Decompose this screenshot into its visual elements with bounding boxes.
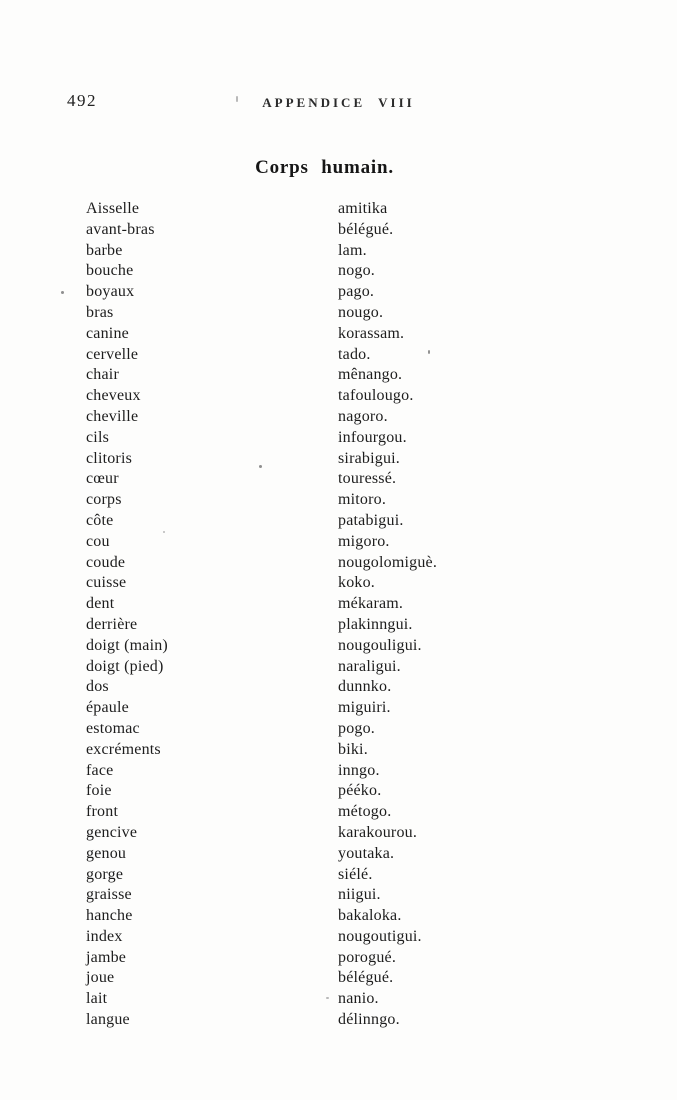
translation-term: youtaka. <box>338 844 395 862</box>
translation-term: mênango. <box>338 366 403 384</box>
french-term: dos <box>86 678 109 696</box>
table-row <box>0 511 677 532</box>
french-term: face <box>86 761 114 779</box>
table-row <box>0 407 677 428</box>
french-term: cuisse <box>86 574 127 592</box>
page-number: 492 <box>67 91 97 110</box>
french-term: boyaux <box>86 283 135 301</box>
translation-term: nagoro. <box>338 407 388 425</box>
table-row <box>0 740 677 761</box>
french-term: lait <box>86 990 108 1008</box>
translation-term: dunnko. <box>338 678 392 696</box>
translation-term: nougolomiguè. <box>338 553 438 571</box>
french-term: chair <box>86 366 119 384</box>
table-row <box>0 698 677 719</box>
french-term: bouche <box>86 262 134 280</box>
french-term: cheville <box>86 407 139 425</box>
translation-term: inngo. <box>338 761 380 779</box>
translation-term: miguiri. <box>338 699 391 717</box>
scan-speck <box>326 997 329 999</box>
table-row <box>0 324 677 345</box>
translation-term: pogo. <box>338 719 375 737</box>
french-term: joue <box>86 969 115 987</box>
scan-speck <box>259 465 262 468</box>
translation-term: karakourou. <box>338 823 418 841</box>
table-row <box>0 989 677 1010</box>
french-term: index <box>86 927 123 945</box>
french-term: clitoris <box>86 449 133 467</box>
french-term: front <box>86 803 119 821</box>
french-term: doigt (main) <box>86 636 168 654</box>
scan-speck <box>428 350 430 354</box>
translation-term: délinngo. <box>338 1011 400 1029</box>
french-term: langue <box>86 1011 130 1029</box>
french-term: avant-bras <box>86 220 155 238</box>
translation-term: niigui. <box>338 886 381 904</box>
table-row <box>0 885 677 906</box>
translation-term: nanio. <box>338 990 379 1008</box>
vocabulary-list <box>0 199 677 1031</box>
french-term: estomac <box>86 719 140 737</box>
table-row <box>0 241 677 262</box>
table-row <box>0 469 677 490</box>
translation-term: bélégué. <box>338 220 394 238</box>
table-row <box>0 636 677 657</box>
table-row <box>0 282 677 303</box>
french-term: dent <box>86 595 115 613</box>
table-row <box>0 719 677 740</box>
table-row <box>0 365 677 386</box>
table-row <box>0 657 677 678</box>
table-row <box>0 449 677 470</box>
table-row <box>0 823 677 844</box>
translation-term: mitoro. <box>338 491 387 509</box>
translation-term: nougoutigui. <box>338 927 422 945</box>
translation-term: tado. <box>338 345 371 363</box>
french-term: excréments <box>86 740 161 758</box>
french-term: hanche <box>86 907 133 925</box>
french-term: cœur <box>86 470 119 488</box>
translation-term: patabigui. <box>338 511 404 529</box>
french-term: bras <box>86 303 114 321</box>
french-term: genou <box>86 844 127 862</box>
table-row <box>0 927 677 948</box>
translation-term: nougouligui. <box>338 636 422 654</box>
running-header: APPENDICE VIII <box>262 95 415 110</box>
table-row <box>0 553 677 574</box>
table-row <box>0 615 677 636</box>
section-title: Corps humain. <box>255 157 394 178</box>
translation-term: korassam. <box>338 324 405 342</box>
translation-term: plakinngui. <box>338 615 413 633</box>
translation-term: siélé. <box>338 865 373 883</box>
translation-term: métogo. <box>338 803 392 821</box>
translation-term: mékaram. <box>338 595 404 613</box>
table-row <box>0 261 677 282</box>
french-term: gorge <box>86 865 124 883</box>
table-row <box>0 781 677 802</box>
scan-speck <box>61 291 64 294</box>
table-row <box>0 573 677 594</box>
translation-term: infourgou. <box>338 428 407 446</box>
table-row <box>0 677 677 698</box>
scan-speck <box>236 96 238 102</box>
table-row <box>0 948 677 969</box>
table-row <box>0 199 677 220</box>
translation-term: nogo. <box>338 262 375 280</box>
french-term: cils <box>86 428 110 446</box>
translation-term: porogué. <box>338 948 397 966</box>
french-term: graisse <box>86 886 132 904</box>
table-row <box>0 844 677 865</box>
french-term: côte <box>86 511 114 529</box>
table-row <box>0 865 677 886</box>
table-row <box>0 532 677 553</box>
table-row <box>0 761 677 782</box>
table-row <box>0 490 677 511</box>
french-term: cheveux <box>86 387 141 405</box>
french-term: cervelle <box>86 345 139 363</box>
translation-term: pééko. <box>338 782 382 800</box>
french-term: derrière <box>86 615 138 633</box>
table-row <box>0 303 677 324</box>
table-row <box>0 802 677 823</box>
translation-term: sirabigui. <box>338 449 400 467</box>
table-row <box>0 968 677 989</box>
translation-term: tafoulougo. <box>338 387 414 405</box>
table-row <box>0 220 677 241</box>
translation-term: nougo. <box>338 303 384 321</box>
table-row <box>0 386 677 407</box>
french-term: canine <box>86 324 129 342</box>
french-term: jambe <box>86 948 127 966</box>
french-term: cou <box>86 532 110 550</box>
translation-term: touressé. <box>338 470 397 488</box>
table-row <box>0 345 677 366</box>
translation-term: biki. <box>338 740 368 758</box>
table-row <box>0 594 677 615</box>
french-term: coude <box>86 553 126 571</box>
french-term: doigt (pied) <box>86 657 164 675</box>
translation-term: bakaloka. <box>338 907 402 925</box>
translation-term: migoro. <box>338 532 390 550</box>
translation-term: lam. <box>338 241 367 259</box>
table-row <box>0 428 677 449</box>
translation-term: koko. <box>338 574 375 592</box>
table-row <box>0 906 677 927</box>
french-term: Aisselle <box>86 200 140 217</box>
french-term: corps <box>86 491 122 509</box>
french-term: épaule <box>86 699 129 717</box>
scan-speck <box>163 531 165 533</box>
translation-term: amitika <box>338 200 388 217</box>
table-row <box>0 1010 677 1031</box>
french-term: gencive <box>86 823 138 841</box>
translation-term: bélégué. <box>338 969 394 987</box>
translation-term: naraligui. <box>338 657 401 675</box>
translation-term: pago. <box>338 283 375 301</box>
french-term: foie <box>86 782 112 800</box>
french-term: barbe <box>86 241 123 259</box>
